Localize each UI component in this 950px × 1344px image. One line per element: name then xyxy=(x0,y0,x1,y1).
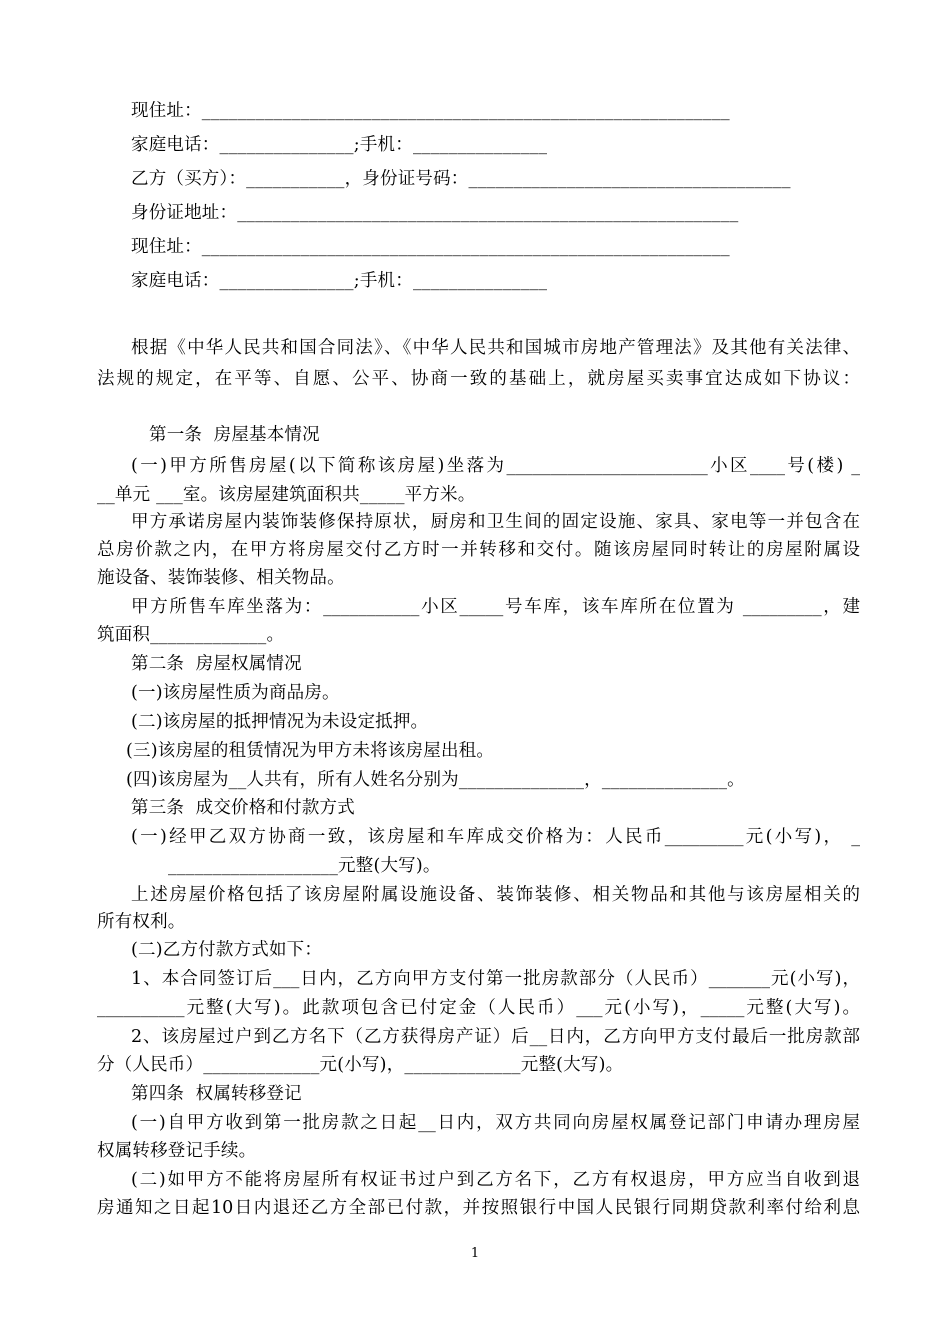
party-b-buyer-line: 乙方（买方）：___________，身份证号码：____________________________________ xyxy=(131,169,791,189)
decoration-para-line-2: 总房价款之内，在甲方将房屋交付乙方时一并转移和交付。随该房屋同时转让的房屋附属设 xyxy=(97,540,860,560)
preamble-line-1: 根据《中华人民共和国合同法》、《中华人民共和国城市房地产管理法》及其他有关法律、 xyxy=(131,338,860,358)
payment-2-line-1: 2、该房屋过户到乙方名下（乙方获得房产证）后__日内，乙方向甲方支付最后一批房款部 xyxy=(131,1027,860,1047)
article-4-item-1-line-2: 权属转移登记手续。 xyxy=(97,1141,257,1161)
article-2-item-1: (一)该房屋性质为商品房。 xyxy=(131,683,340,703)
article-3-item-2: (二)乙方付款方式如下： xyxy=(131,940,323,960)
article-4-item-2-line-1: (二)如甲方不能将房屋所有权证书过户到乙方名下，乙方有权退房，甲方应当自收到退 xyxy=(131,1170,860,1190)
article-1-item-1-line-2: __单元 ___室。该房屋建筑面积共_____平方米。 xyxy=(97,485,476,505)
id-address-line: 身份证地址：________________________________________________________ xyxy=(131,203,739,223)
buyer-a-current-address-line: 现住址：___________________________________________________________ xyxy=(131,101,730,121)
price-scope-line-1: 上述房屋价格包括了该房屋附属设施设备、装饰装修、相关物品和其他与该房屋相关的 xyxy=(131,885,860,905)
article-2-heading: 第二条 房屋权属情况 xyxy=(131,654,302,674)
preamble-line-2: 法规的规定，在平等、自愿、公平、协商一致的基础上，就房屋买卖事宜达成如下协议： xyxy=(97,369,860,389)
buyer-a-phone-line: 家庭电话：_______________;手机：_______________ xyxy=(131,135,548,155)
current-address-line: 现住址：___________________________________________________________ xyxy=(131,237,730,257)
article-3-item-1-line-1: (一)经甲乙双方协商一致，该房屋和车库成交价格为：人民币_________元(小写)， _ xyxy=(131,827,860,847)
article-2-item-4: (四)该房屋为__人共有，所有人姓名分别为______________，______________。 xyxy=(126,770,745,790)
article-1-item-1-line-1: (一)甲方所售房屋(以下简称该房屋)坐落为_______________________小区____号(楼) _ xyxy=(131,456,860,476)
price-scope-line-2: 所有权利。 xyxy=(97,912,186,932)
article-4-heading: 第四条 权属转移登记 xyxy=(131,1084,302,1104)
payment-1-line-1: 1、本合同签订后___日内，乙方向甲方支付第一批房款部分（人民币）_______元(小写)， xyxy=(131,969,860,989)
home-phone-line: 家庭电话：_______________;手机：_______________ xyxy=(131,271,548,291)
article-2-item-2: (二)该房屋的抵押情况为未设定抵押。 xyxy=(131,712,429,732)
payment-2-line-2: 分（人民币）_____________元(小写)，_____________元整(大写)。 xyxy=(97,1055,624,1075)
article-3-item-1-line-2: ___________________元整(大写)。 xyxy=(168,856,441,876)
garage-line-2: 筑面积_____________。 xyxy=(97,625,285,645)
article-3-heading: 第三条 成交价格和付款方式 xyxy=(131,798,355,818)
payment-1-line-2: __________元整(大写)。此款项包含已付定金（人民币）___元(小写)，_____元整(大写)。 xyxy=(97,998,860,1018)
article-4-item-1-line-1: (一)自甲方收到第一批房款之日起__日内，双方共同向房屋权属登记部门申请办理房屋 xyxy=(131,1113,860,1133)
page-number: 1 xyxy=(470,1246,480,1261)
garage-line-1: 甲方所售车库坐落为：___________小区_____号车库，该车库所在位置为 _________，建 xyxy=(131,597,860,617)
article-4-item-2-line-2: 房通知之日起10日内退还乙方全部已付款，并按照银行中国人民银行同期贷款利率付给利息 xyxy=(97,1198,860,1218)
decoration-para-line-3: 施设备、装饰装修、相关物品。 xyxy=(97,568,345,588)
article-1-heading: 第一条 房屋基本情况 xyxy=(149,425,320,445)
article-2-item-3: (三)该房屋的租赁情况为甲方未将该房屋出租。 xyxy=(126,741,495,761)
decoration-para-line-1: 甲方承诺房屋内装饰装修保持原状，厨房和卫生间的固定设施、家具、家电等一并包含在 xyxy=(131,512,860,532)
